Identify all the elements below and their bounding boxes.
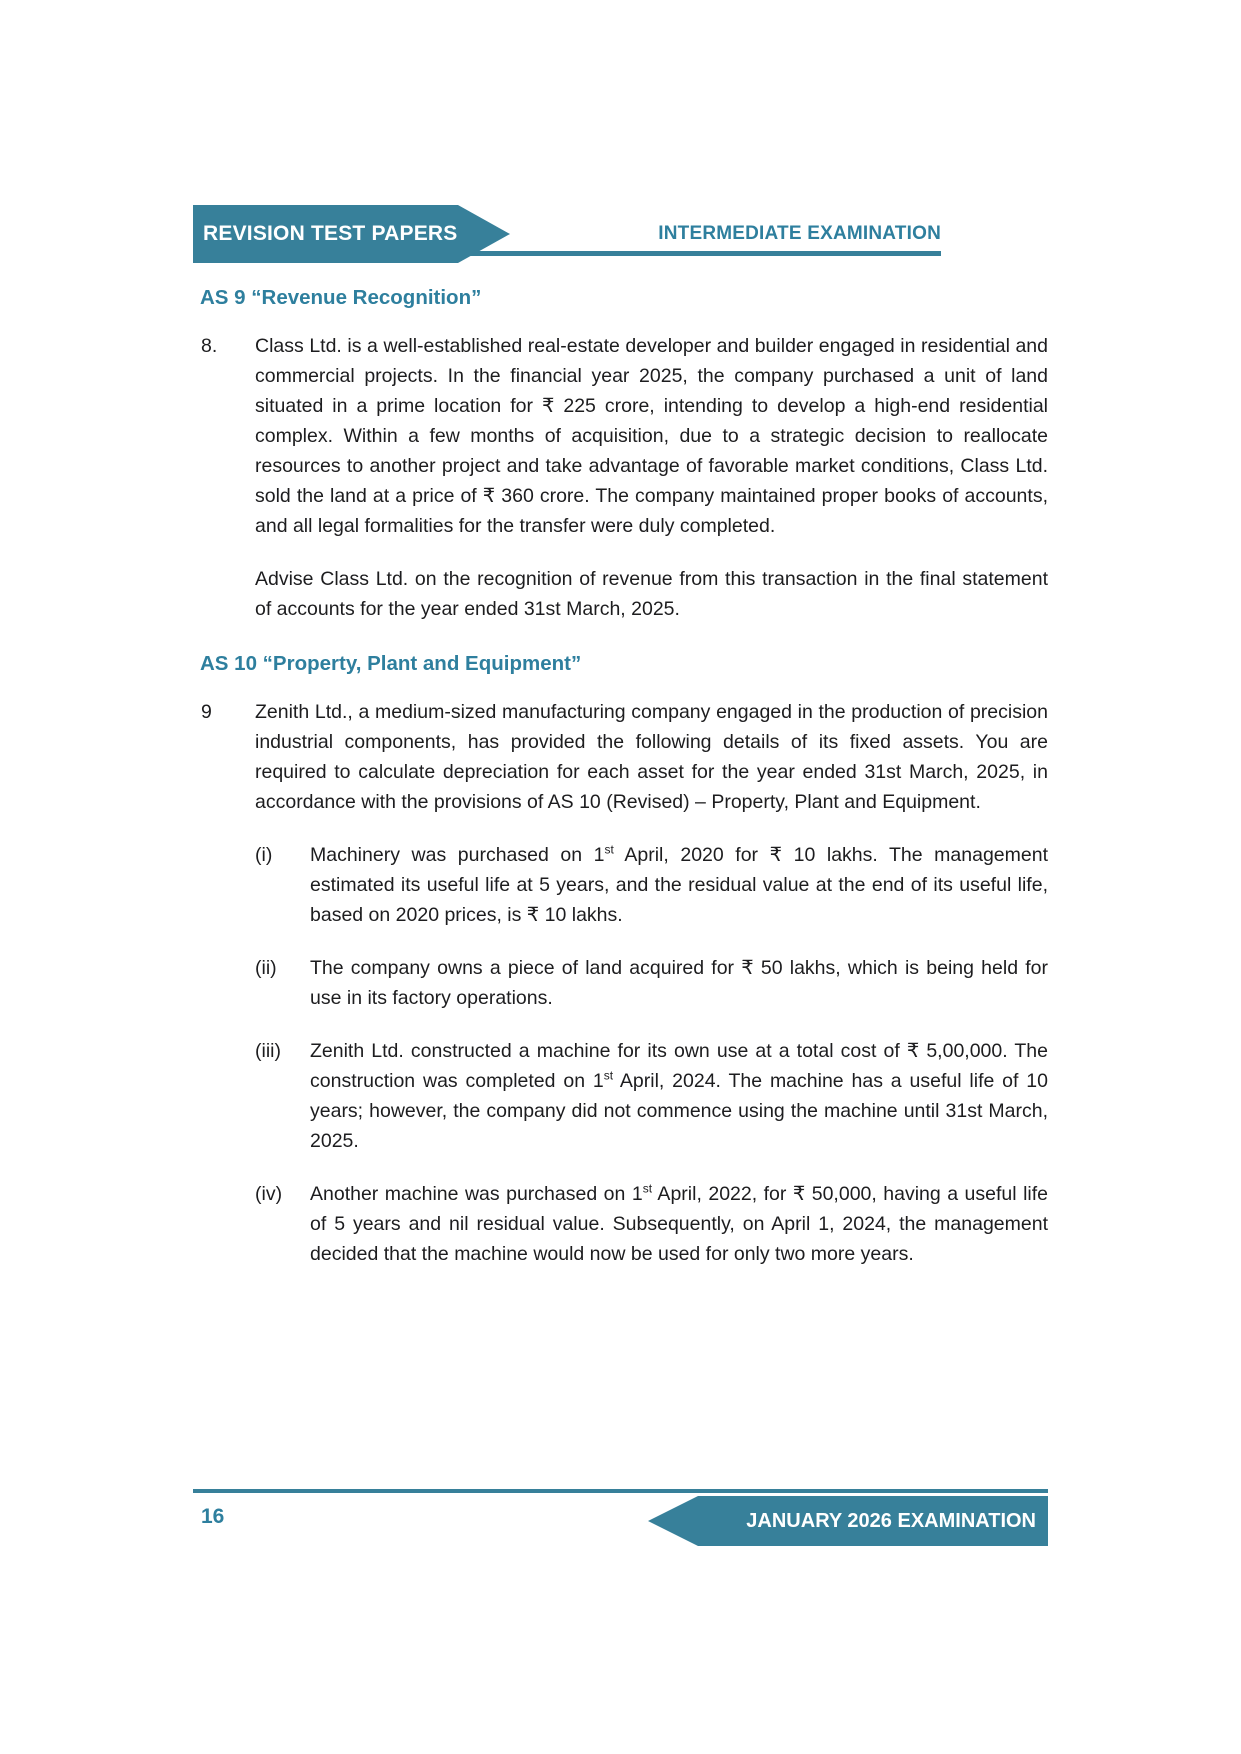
subitem-label: (iii)	[255, 1040, 281, 1062]
section-heading: AS 9 “Revenue Recognition”	[200, 286, 482, 309]
question-number: 8.	[201, 335, 218, 357]
footer-rule	[193, 1489, 1048, 1493]
subitem	[255, 1036, 1048, 1156]
section-heading: AS 10 “Property, Plant and Equipment”	[200, 652, 582, 675]
paragraph: Class Ltd. is a well-established real-estate developer and builder engaged in residential and commercial projects. In the financial year 2025, the company purchased a unit of land situated in a prime location for ₹ 225 crore, intending to develop a high-end residential complex. Within a few months of acquisition, due to a strategic decision to reallocate resources to another project and take advantage of favorable market conditions, Class Ltd. sold the land at a price of ₹ 360 crore. The company maintained proper books of accounts, and all legal formalities for the transfer were duly completed.	[255, 335, 1048, 537]
subitem-text: Another machine was purchased on 1st April, 2022, for ₹ 50,000, having a useful life of 5 years and nil residual value. Subsequently, on April 1, 2024, the management decided that the machine would now be used for only two more years.	[310, 1181, 1048, 1265]
subitem-label: (iv)	[255, 1183, 283, 1205]
header-banner	[193, 205, 458, 263]
header-banner-label: REVISION TEST PAPERS	[203, 222, 458, 245]
question	[193, 697, 1048, 1292]
subitem-text: Zenith Ltd. constructed a machine for its own use at a total cost of ₹ 5,00,000. The construction was completed on 1st April, 2024. The machine has a useful life of 10 years; however, the company did not commence using the machine until 31st March, 2025.	[310, 1040, 1048, 1152]
subitem-label: (ii)	[255, 957, 277, 979]
subitem-label: (i)	[255, 844, 273, 866]
question	[193, 331, 1048, 647]
subitem-text: Machinery was purchased on 1st April, 2020 for ₹ 10 lakhs. The management estimated its useful life at 5 years, and the residual value at the end of its useful life, based on 2020 prices, is ₹ 10 lakhs.	[310, 842, 1049, 926]
footer-banner-arrow-icon	[648, 1496, 698, 1546]
question-body	[255, 331, 1048, 647]
subitem	[255, 953, 1048, 1013]
footer-banner-label: JANUARY 2026 EXAMINATION	[746, 1509, 1036, 1532]
question-body	[255, 697, 1048, 1292]
content	[193, 285, 1048, 1296]
paragraph: Advise Class Ltd. on the recognition of revenue from this transaction in the final statement of accounts for the year ended 31st March, 2025.	[255, 568, 1048, 620]
header-banner-arrow-icon	[458, 205, 510, 263]
question-number: 9	[201, 701, 212, 723]
page-number: 16	[201, 1505, 225, 1528]
footer-banner	[698, 1496, 1048, 1546]
subitem	[255, 1179, 1048, 1269]
paragraph: Zenith Ltd., a medium-sized manufacturing company engaged in the production of precision industrial components, has provided the following details of its fixed assets. You are required to calculate depreciation for each asset for the year ended 31st March, 2025, in accordance with the provisions of AS 10 (Revised) – Property, Plant and Equipment.	[255, 701, 1048, 813]
subitem-text: The company owns a piece of land acquired for ₹ 50 lakhs, which is being held for use in its factory operations.	[310, 957, 1048, 1009]
subitem	[255, 840, 1048, 930]
header-exam-title: INTERMEDIATE EXAMINATION	[658, 223, 941, 244]
